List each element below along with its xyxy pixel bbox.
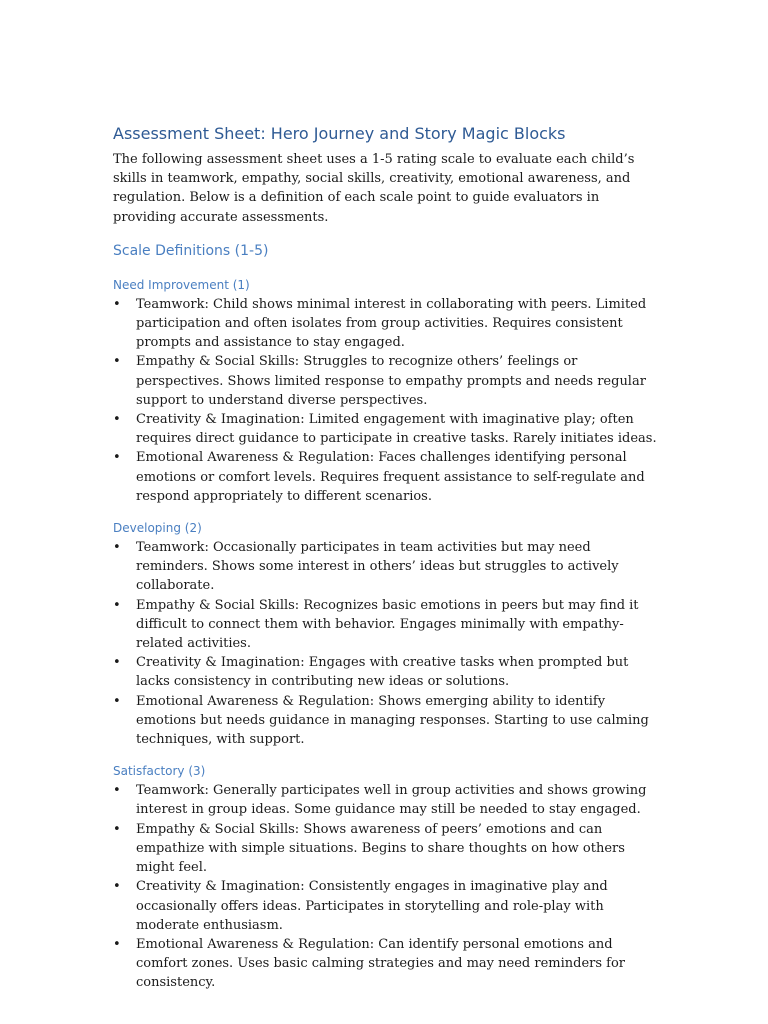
list-item [113, 295, 658, 353]
bullet-icon: • [113, 655, 121, 671]
list-item-text: Empathy & Social Skills: Recognizes basic emotions in peers but may find it difficult to connect them with behavior. Engages minimally with empathy-related activities. [136, 597, 639, 652]
bullet-icon: • [113, 821, 121, 837]
bullet-icon: • [113, 783, 121, 799]
list-item [113, 538, 658, 596]
bullet-icon: • [113, 412, 121, 428]
list-item-text: Empathy & Social Skills: Struggles to recognize others’ feelings or perspectives. Shows limited response to empathy prompts and needs regular support to understand diverse perspectives. [136, 354, 646, 408]
bullet-icon: • [113, 879, 121, 895]
section-heading: Need Improvement (1) [113, 277, 250, 292]
document-title: Assessment Sheet: Hero Journey and Story Magic Blocks [113, 124, 566, 143]
list-item-text: Emotional Awareness & Regulation: Faces challenges identifying personal emotions or comfort levels. Requires frequent assistance to self-regulate and respond appropriately to different scenarios. [136, 450, 645, 504]
section-heading: Developing (2) [113, 521, 202, 536]
list-item [113, 692, 658, 750]
section-heading: Satisfactory (3) [113, 764, 206, 779]
criteria-list [113, 538, 658, 749]
bullet-icon: • [113, 450, 121, 466]
document-page [113, 122, 658, 1007]
section-satisfactory [113, 763, 658, 992]
criteria-list [113, 781, 658, 992]
bullet-icon: • [113, 296, 121, 312]
list-item [113, 877, 658, 935]
list-item [113, 820, 658, 878]
list-item-text: Teamwork: Occasionally participates in team activities but may need reminders. Shows some interest in others’ ideas but struggles to actively collaborate. [136, 540, 619, 594]
list-item [113, 935, 658, 993]
list-item-text: Empathy & Social Skills: Shows awareness of peers’ emotions and can empathize with simple situations. Begins to share thoughts on how others might feel. [136, 821, 625, 876]
section-need-improvement [113, 277, 658, 506]
list-item-text: Creativity & Imagination: Limited engagement with imaginative play; often requires direct guidance to participate in creative tasks. Rarely initiates ideas. [136, 412, 657, 447]
list-item [113, 781, 658, 819]
list-item-text: Creativity & Imagination: Consistently engages in imaginative play and occasionally offers ideas. Participates in storytelling and role-play with moderate enthusiasm. [136, 879, 608, 933]
list-item [113, 653, 658, 691]
list-item [113, 410, 658, 448]
criteria-list [113, 295, 658, 506]
list-item-text: Emotional Awareness & Regulation: Shows emerging ability to identify emotions but needs guidance in managing responses. Starting to use calming techniques, with support. [136, 693, 649, 748]
list-item-text: Emotional Awareness & Regulation: Can identify personal emotions and comfort zones. Uses basic calming strategies and may need reminders for consistency. [136, 936, 626, 991]
list-item [113, 596, 658, 654]
list-item-text: Creativity & Imagination: Engages with creative tasks when prompted but lacks consistency in contributing new ideas or solutions. [136, 655, 629, 690]
list-item [113, 448, 658, 506]
bullet-icon: • [113, 540, 121, 556]
bullet-icon: • [113, 693, 121, 709]
list-item-text: Teamwork: Child shows minimal interest in collaborating with peers. Limited participation and often isolates from group activities. Requires consistent prompts and assistance to stay engaged. [136, 296, 647, 351]
section-developing [113, 520, 658, 749]
bullet-icon: • [113, 936, 121, 952]
intro-paragraph: The following assessment sheet uses a 1-5 rating scale to evaluate each child’s skills in teamwork, empathy, social skills, creativity, emotional awareness, and regulation. Below is a definition of each scale point to guide evaluators in providing accurate assessments. [113, 152, 635, 225]
scale-definitions-heading: Scale Definitions (1-5) [113, 242, 269, 259]
bullet-icon: • [113, 597, 121, 613]
list-item-text: Teamwork: Generally participates well in group activities and shows growing interest in group ideas. Some guidance may still be needed to stay engaged. [136, 783, 647, 818]
list-item [113, 352, 658, 410]
bullet-icon: • [113, 354, 121, 370]
